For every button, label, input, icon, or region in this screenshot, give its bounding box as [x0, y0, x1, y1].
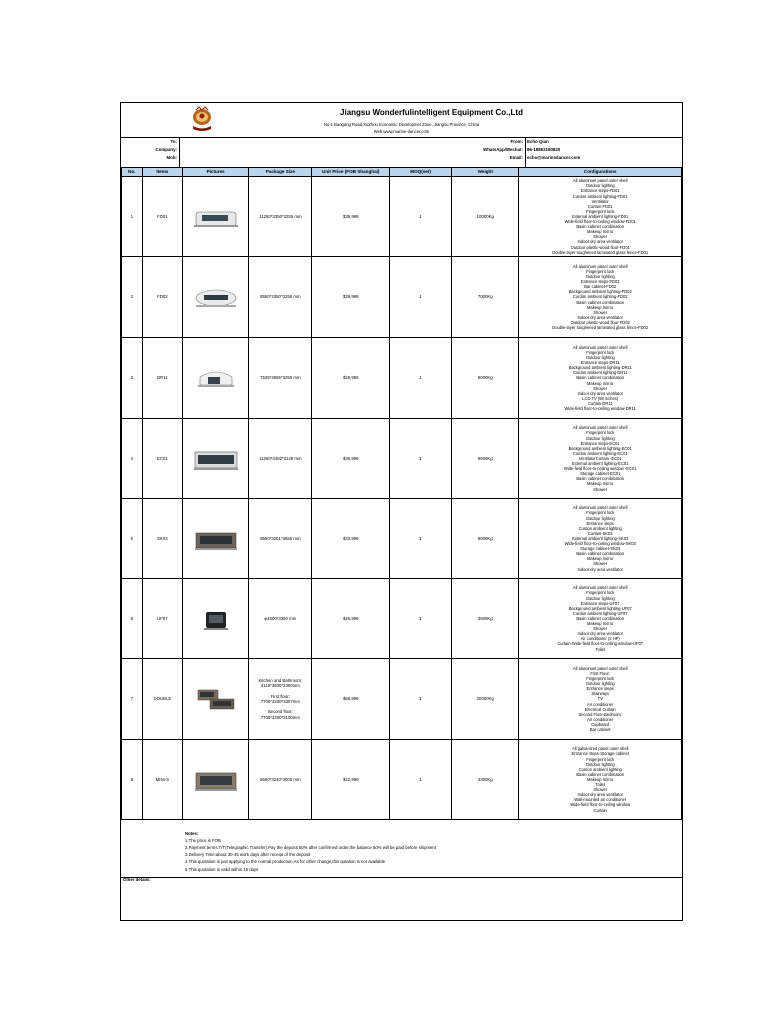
- config-item: Fingerprint lock: [586, 268, 615, 274]
- config-item: Outdoor lighting: [585, 761, 615, 767]
- config-item: All aluminum panel outer shell: [572, 263, 628, 269]
- config-list: [519, 666, 681, 732]
- table-row: [122, 740, 682, 820]
- cell-configurations: [519, 177, 682, 257]
- package-line: Kitchen and Bathroom:: [258, 677, 303, 683]
- config-list: [519, 345, 681, 411]
- config-item: Fingerprint lock: [586, 349, 615, 355]
- table-header-row: [122, 168, 682, 177]
- email-label: Email:: [509, 155, 523, 160]
- config-item: Cordon ambient lighting-UF07: [572, 610, 628, 616]
- table-row: [122, 659, 682, 740]
- cell-picture: [183, 177, 249, 257]
- config-item: Indoor dry area ventilator: [577, 390, 623, 396]
- package-size-text: 9550*3251*3655 mm: [260, 535, 301, 541]
- note-line: 4.This quotation is just applying to the normal production,As for other change,this qutation is not available: [185, 859, 386, 864]
- cell-price: $65,999: [312, 659, 390, 740]
- config-item: Wide-field floor-to-ceiling window-SK03: [564, 541, 636, 547]
- config-item: Wide-field floor-to-ceiling window-DR11: [564, 406, 636, 412]
- config-item: Curtain: [593, 807, 607, 813]
- cell-item: EC01: [142, 419, 182, 499]
- config-item: Wide-field floor-to-ceiling window-FD01: [564, 219, 636, 225]
- config-item: Entrance steps-Storage cabinet: [571, 751, 629, 757]
- config-list: [519, 264, 681, 330]
- config-item: Makeup mirror: [587, 481, 614, 487]
- config-item: Basin cabinet combination: [576, 551, 625, 557]
- config-item: Outdoor plastic-wood floor-FD02: [570, 319, 630, 325]
- config-item: Outdoor lighting: [585, 515, 615, 521]
- config-item: Makeup mirror: [587, 556, 614, 562]
- cell-package-size: [249, 740, 312, 820]
- cell-configurations: [519, 499, 682, 579]
- config-item: Indoor dry area ventilator: [577, 239, 623, 245]
- cell-moq: 1: [390, 177, 452, 257]
- config-list: [519, 178, 681, 254]
- config-item: Air conditioner: [587, 701, 614, 707]
- config-item: External ambient lighting-SK03: [572, 535, 629, 541]
- company-website: Web:www.marine-dancer.com: [373, 129, 430, 134]
- other-details-label: Other details:: [123, 877, 151, 882]
- company-name: Jiangsu Wonderfulintelligent Equipment Co.,Ltd: [340, 108, 523, 117]
- config-item: Curtain-SK03: [587, 530, 613, 536]
- config-item: Cordon ambient lighting: [578, 766, 622, 772]
- config-item: Electrical Curtain: [584, 706, 616, 712]
- cell-picture: [183, 740, 249, 820]
- config-item: Bar cabinet: [589, 727, 611, 733]
- cell-price: $33,999: [312, 499, 390, 579]
- config-item: Makeup mirror: [587, 621, 614, 627]
- cell-picture: [183, 579, 249, 659]
- cell-no: 1: [122, 177, 143, 257]
- config-item: Makeup mirror: [587, 380, 614, 386]
- cell-package-size: [249, 257, 312, 338]
- config-item: External ambient lighting-FD01: [572, 213, 629, 219]
- package-line: 7700*3200*3100mm: [260, 714, 300, 720]
- cell-weight: 7000Kg: [452, 257, 519, 338]
- cell-package-size: [249, 177, 312, 257]
- config-item: Outdoor lighting: [585, 681, 615, 687]
- config-item: Wall-mounted air conditioner: [574, 797, 627, 803]
- table-row: [122, 257, 682, 338]
- config-item: Fingerprint lock: [586, 590, 615, 596]
- cell-configurations: [519, 338, 682, 419]
- config-item: Curtain-FD01: [587, 203, 613, 209]
- package-line: Second floor:: [267, 709, 294, 715]
- company-header: [121, 103, 682, 138]
- col-header: Configurations: [519, 168, 682, 177]
- config-item: Entrance steps-FD01: [580, 188, 620, 194]
- config-item: All aluminum panel outer shell: [572, 178, 628, 184]
- cell-weight: 20000Kg: [452, 659, 519, 740]
- cell-configurations: [519, 579, 682, 659]
- config-item: All aluminum panel outer shell: [572, 505, 628, 511]
- cell-item: MINI-S: [142, 740, 182, 820]
- package-size-text: 7535*3655*3250 mm: [260, 375, 301, 381]
- config-item: Basin cabinet combination: [576, 771, 625, 777]
- cell-weight: 6000Kg: [452, 338, 519, 419]
- cell-moq: 1: [390, 579, 452, 659]
- config-item: Outdoor lighting: [585, 183, 615, 189]
- mob-label: Mob:: [166, 155, 177, 160]
- cell-package-size: [249, 338, 312, 419]
- cell-picture: [183, 257, 249, 338]
- cell-configurations: [519, 419, 682, 499]
- config-item: Double-layer toughened laminated glass fence-FD01: [552, 249, 649, 255]
- config-item: Shower: [593, 626, 608, 632]
- cell-picture: [183, 419, 249, 499]
- cell-price: $22,999: [312, 740, 390, 820]
- table-row: [122, 499, 682, 579]
- config-item: First Floor:: [590, 670, 610, 676]
- cell-package-size: [249, 419, 312, 499]
- col-header: Pictures: [183, 168, 249, 177]
- config-item: Entrance steps-EC01: [580, 440, 620, 446]
- config-item: Background ambient lighting-DR11: [568, 365, 632, 371]
- cell-picture: [183, 659, 249, 740]
- config-item: All aluminum panel outer shell: [572, 344, 628, 350]
- cell-picture: [183, 499, 249, 579]
- cell-package-size: [249, 579, 312, 659]
- package-size-text: 11250*3482*3148 mm: [259, 455, 302, 461]
- config-item: Indoor dry area ventilator: [577, 792, 623, 798]
- table-row: [122, 177, 682, 257]
- config-item: Fingerprint lock: [586, 756, 615, 762]
- cell-moq: 1: [390, 338, 452, 419]
- config-item: Background ambient lighting-FD02: [568, 289, 632, 295]
- config-item: Curtain-Wide-field floor-to-ceiling window-UF07: [557, 641, 644, 647]
- config-item: All aluminum panel outer shell: [572, 665, 628, 671]
- table-row: [122, 579, 682, 659]
- cell-moq: 1: [390, 499, 452, 579]
- note-line: 3.Delivery Time:about 30-45 work days after receipt of the deposit: [185, 852, 311, 857]
- config-item: Fingerprint lock: [586, 430, 615, 436]
- config-item: Cupboard: [591, 721, 610, 727]
- cell-configurations: [519, 257, 682, 338]
- col-header: Weight: [452, 168, 519, 177]
- from-label: From:: [510, 139, 523, 144]
- product-image: [192, 524, 240, 554]
- cell-item: DOUBLE: [142, 659, 182, 740]
- package-line: 4116*3500*3300mm: [260, 683, 300, 689]
- cell-item: SK03: [142, 499, 182, 579]
- cell-no: 2: [122, 257, 143, 338]
- config-item: Basin cabinet combination: [576, 224, 625, 230]
- package-line: First floor:: [270, 693, 290, 699]
- config-item: Storage cabinet-SK03: [580, 546, 621, 552]
- config-item: Makeup mirror: [587, 776, 614, 782]
- config-item: Cordon ambient lighting-FD01: [572, 193, 628, 199]
- config-item: Cordon ambient lighting: [578, 525, 622, 531]
- cell-item: DR11: [142, 338, 182, 419]
- cell-item: FD02: [142, 257, 182, 338]
- config-item: Air conditioner: [587, 716, 614, 722]
- config-item: Curtain-DR11: [587, 400, 613, 406]
- cell-price: $26,999: [312, 579, 390, 659]
- config-list: [519, 746, 681, 812]
- config-item: Bar cabinet-FD02: [584, 284, 617, 290]
- config-item: Makeup mirror: [587, 304, 614, 310]
- config-item: Storage cabinet-EC01: [580, 471, 621, 477]
- package-size-text: 5650*3240*3000 mm: [260, 776, 301, 782]
- note-line: 1.The price is FOB: [185, 838, 221, 843]
- cell-package-size: [249, 659, 312, 740]
- config-item: Stairways: [591, 691, 610, 697]
- package-size-text: φ4500*3350 mm: [264, 615, 297, 621]
- cell-picture: [183, 338, 249, 419]
- cell-no: 7: [122, 659, 143, 740]
- config-item: Air conditioner (2 HP): [580, 636, 620, 642]
- config-item: Outdoor lighting: [585, 435, 615, 441]
- cell-price: $35,999: [312, 177, 390, 257]
- config-item: Fingerprint lock: [586, 510, 615, 516]
- info-divider: [179, 137, 180, 167]
- config-item: Basin cabinet combination: [576, 615, 625, 621]
- product-image: [192, 363, 240, 393]
- cell-weight: 3500Kg: [452, 579, 519, 659]
- config-item: Basin cabinet combination: [576, 299, 625, 305]
- note-line: 2.Payment terms:T/T(Telegraphic Transfer).Pay the deposit 50% after confirmed order,the balance 50% will be paid before shipment: [185, 845, 437, 850]
- cell-no: 3: [122, 338, 143, 419]
- config-item: Shower: [593, 385, 608, 391]
- notes-section: [121, 822, 682, 878]
- cell-weight: 8000Kg: [452, 499, 519, 579]
- config-item: Shower: [593, 486, 608, 492]
- cell-moq: 1: [390, 659, 452, 740]
- config-item: Cordon ambient lighting-FD02: [572, 294, 628, 300]
- config-item: Outdoor lighting: [585, 274, 615, 280]
- contact-info: [121, 137, 682, 168]
- config-item: Makeup mirror: [587, 229, 614, 235]
- config-item: Wide-field floor-to-ceiling window -EC01: [563, 466, 637, 472]
- cell-moq: 1: [390, 257, 452, 338]
- package-size-text: 11250*3350*3255 mm: [259, 213, 302, 219]
- config-item: Outdoor lighting: [585, 355, 615, 361]
- config-item: Second Floor-Bedroom:: [578, 711, 622, 717]
- config-item: LCD TV (55 inches): [582, 395, 619, 401]
- product-image: [192, 604, 240, 634]
- cell-no: 4: [122, 419, 143, 499]
- config-item: Shower: [593, 561, 608, 567]
- config-item: Toilet: [595, 782, 605, 788]
- config-item: Fingerprint lock: [586, 676, 615, 682]
- config-item: Shower: [593, 234, 608, 240]
- config-item: Entrance steps: [586, 686, 614, 692]
- col-header: No.: [122, 168, 143, 177]
- cell-item: FD01: [142, 177, 182, 257]
- config-item: Entrance steps-FD02: [580, 279, 620, 285]
- product-image: [192, 202, 240, 232]
- email-value: echo@marinedancer.com: [527, 155, 581, 160]
- config-item: Entrance steps-DR11: [580, 360, 620, 366]
- info-divider-right: [525, 137, 526, 167]
- config-item: Wide-field floor-to-ceiling window: [570, 802, 631, 808]
- note-line: 5.This quotation is valid within 15 days: [185, 867, 259, 872]
- config-list: [519, 585, 681, 651]
- config-item: Entrance steps: [586, 520, 614, 526]
- cell-moq: 1: [390, 419, 452, 499]
- config-item: Background ambient lighting-UF07: [568, 605, 632, 611]
- cell-configurations: [519, 740, 682, 820]
- cell-price: $26,999: [312, 338, 390, 419]
- whatsapp-label: WhatsApp/Wechat:: [483, 147, 523, 152]
- config-item: Shower: [593, 787, 608, 793]
- cell-weight: 9500Kg: [452, 419, 519, 499]
- config-item: Basin cabinet combination: [576, 476, 625, 482]
- config-item: Fingerprint lock: [586, 208, 615, 214]
- cell-price: $36,999: [312, 419, 390, 499]
- config-item: All aluminum panel outer shell: [572, 585, 628, 591]
- product-image: [192, 444, 240, 474]
- product-image: [192, 282, 240, 312]
- cell-package-size: [249, 499, 312, 579]
- config-item: Background ambient lighting-EC01: [568, 445, 632, 451]
- cell-configurations: [519, 659, 682, 740]
- config-item: Outdoor plastic-wood floor-FD01: [570, 244, 630, 250]
- product-table: [121, 167, 682, 820]
- config-item: TV: [597, 696, 603, 702]
- product-image: [192, 684, 240, 714]
- config-list: [519, 425, 681, 491]
- col-header: Package Size: [249, 168, 312, 177]
- col-header: Unit Price (FOB Shanghai): [312, 168, 390, 177]
- col-header: Items: [142, 168, 182, 177]
- cell-no: 5: [122, 499, 143, 579]
- config-item: Cordon ambient lighting-EC01: [572, 450, 628, 456]
- config-item: All galvanized panel outer shell: [571, 746, 629, 752]
- cell-no: 8: [122, 740, 143, 820]
- config-item: Double-layer toughened laminated glass fence-FD02: [552, 325, 649, 331]
- config-item: VentilatorCurtain -EC01: [578, 455, 622, 461]
- table-row: [122, 419, 682, 499]
- cell-no: 6: [122, 579, 143, 659]
- config-item: Indoor dry area ventilator: [577, 566, 623, 572]
- quotation-sheet: [120, 102, 683, 921]
- config-item: Entrance steps-UF07: [580, 600, 620, 606]
- company-address: No-1 Baogang Road,XuZhou Economic Developmet Zone, Jiangsu Province, China: [323, 122, 480, 127]
- config-item: Basin cabinet combination: [576, 375, 625, 381]
- cell-item: UF07: [142, 579, 182, 659]
- cell-weight: 4300Kg: [452, 740, 519, 820]
- config-item: Outdoor lighting: [585, 595, 615, 601]
- product-image: [192, 765, 240, 795]
- cell-price: $29,999: [312, 257, 390, 338]
- notes-title: Notes:: [185, 831, 199, 836]
- whatsapp-value: 86-18852180820: [527, 147, 561, 152]
- config-item: Indoor dry area ventilator: [577, 631, 623, 637]
- col-header: MOQ(set): [390, 168, 452, 177]
- from-value: Echo Qian: [527, 139, 549, 144]
- cell-moq: 1: [390, 740, 452, 820]
- config-item: Ventilator: [591, 198, 609, 204]
- config-item: Toilet: [595, 646, 605, 652]
- table-row: [122, 338, 682, 419]
- config-item: External ambient lighting-EC01: [571, 461, 629, 467]
- cell-weight: 10000Kg: [452, 177, 519, 257]
- config-item: All aluminum panel outer shell: [572, 425, 628, 431]
- package-size-text: 8550*3350*3255 mm: [260, 294, 301, 300]
- to-label: To:: [170, 139, 177, 144]
- config-list: [519, 505, 681, 571]
- config-item: Shower: [593, 309, 608, 315]
- config-item: Cordon ambient lighting-DR11: [572, 370, 628, 376]
- company-label: Company:: [155, 147, 177, 152]
- package-line: 7700*3200*3307mm: [260, 699, 300, 704]
- config-item: Indoor dry area ventilator: [577, 314, 623, 320]
